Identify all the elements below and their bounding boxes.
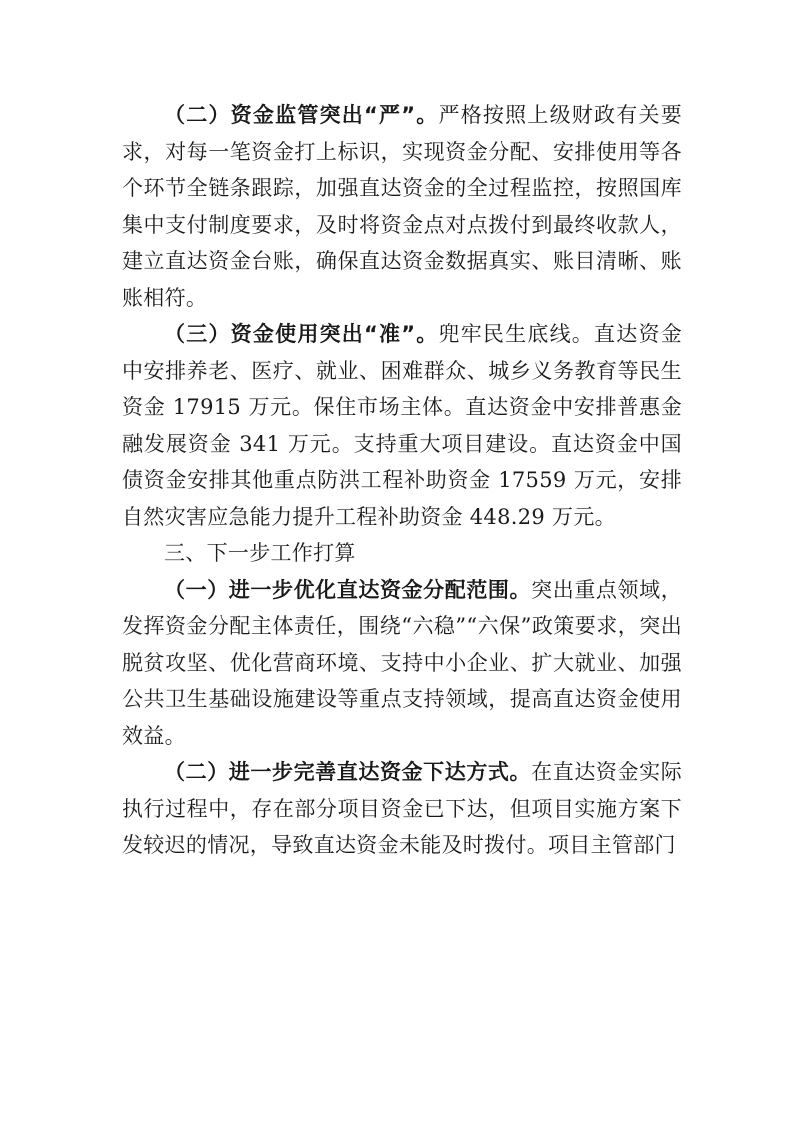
document-page <box>122 97 682 864</box>
paragraph-optimize-scope <box>122 572 682 755</box>
paragraph-body: 严格按照上级财政有关要求，对每一笔资金打上标识，实现资金分配、安排使用等各个环节全链条跟踪，加强直达资金的全过程监控，按照国库集中支付制度要求，及时将资金点对点拨付到最终收款人，建立直达资金台账，确保直达资金数据真实、账目清晰、账账相符。 <box>122 103 682 310</box>
paragraph-lead: （二）进一步完善直达资金下达方式。 <box>164 760 532 784</box>
paragraph-fund-usage <box>122 316 682 535</box>
paragraph-lead: （三）资金使用突出“准”。 <box>164 322 439 346</box>
section-heading-next-steps: 三、下一步工作打算 <box>164 541 356 565</box>
paragraph-lead: （二）资金监管突出“严”。 <box>164 103 439 127</box>
paragraph-lead: （一）进一步优化直达资金分配范围。 <box>164 577 532 602</box>
paragraph-improve-method <box>122 754 682 864</box>
paragraph-fund-supervision <box>122 97 682 316</box>
paragraph-body: 突出重点领域，发挥资金分配主体责任，围绕“六稳”“六保”政策要求，突出脱贫攻坚、优化营商环境、支持中小企业、扩大就业、加强公共卫生基础设施建设等重点支持领域，提高直达资金使用效益。 <box>122 577 682 748</box>
paragraph-body: 在直达资金实际执行过程中，存在部分项目资金已下达，但项目实施方案下发较迟的情况，导致直达资金未能及时拨付。项目主管部门 <box>122 760 682 857</box>
paragraph-body: 兜牢民生底线。直达资金中安排养老、医疗、就业、困难群众、城乡义务教育等民生资金 17915 万元。保住市场主体。直达资金中安排普惠金融发展资金 341 万元。支持重大项目建设。直达资金中国债资金安排其他重点防洪工程补助资金 17559 万元，安排自然灾害应急能力提升工程补助资金 448.29 万元。 <box>122 322 682 529</box>
